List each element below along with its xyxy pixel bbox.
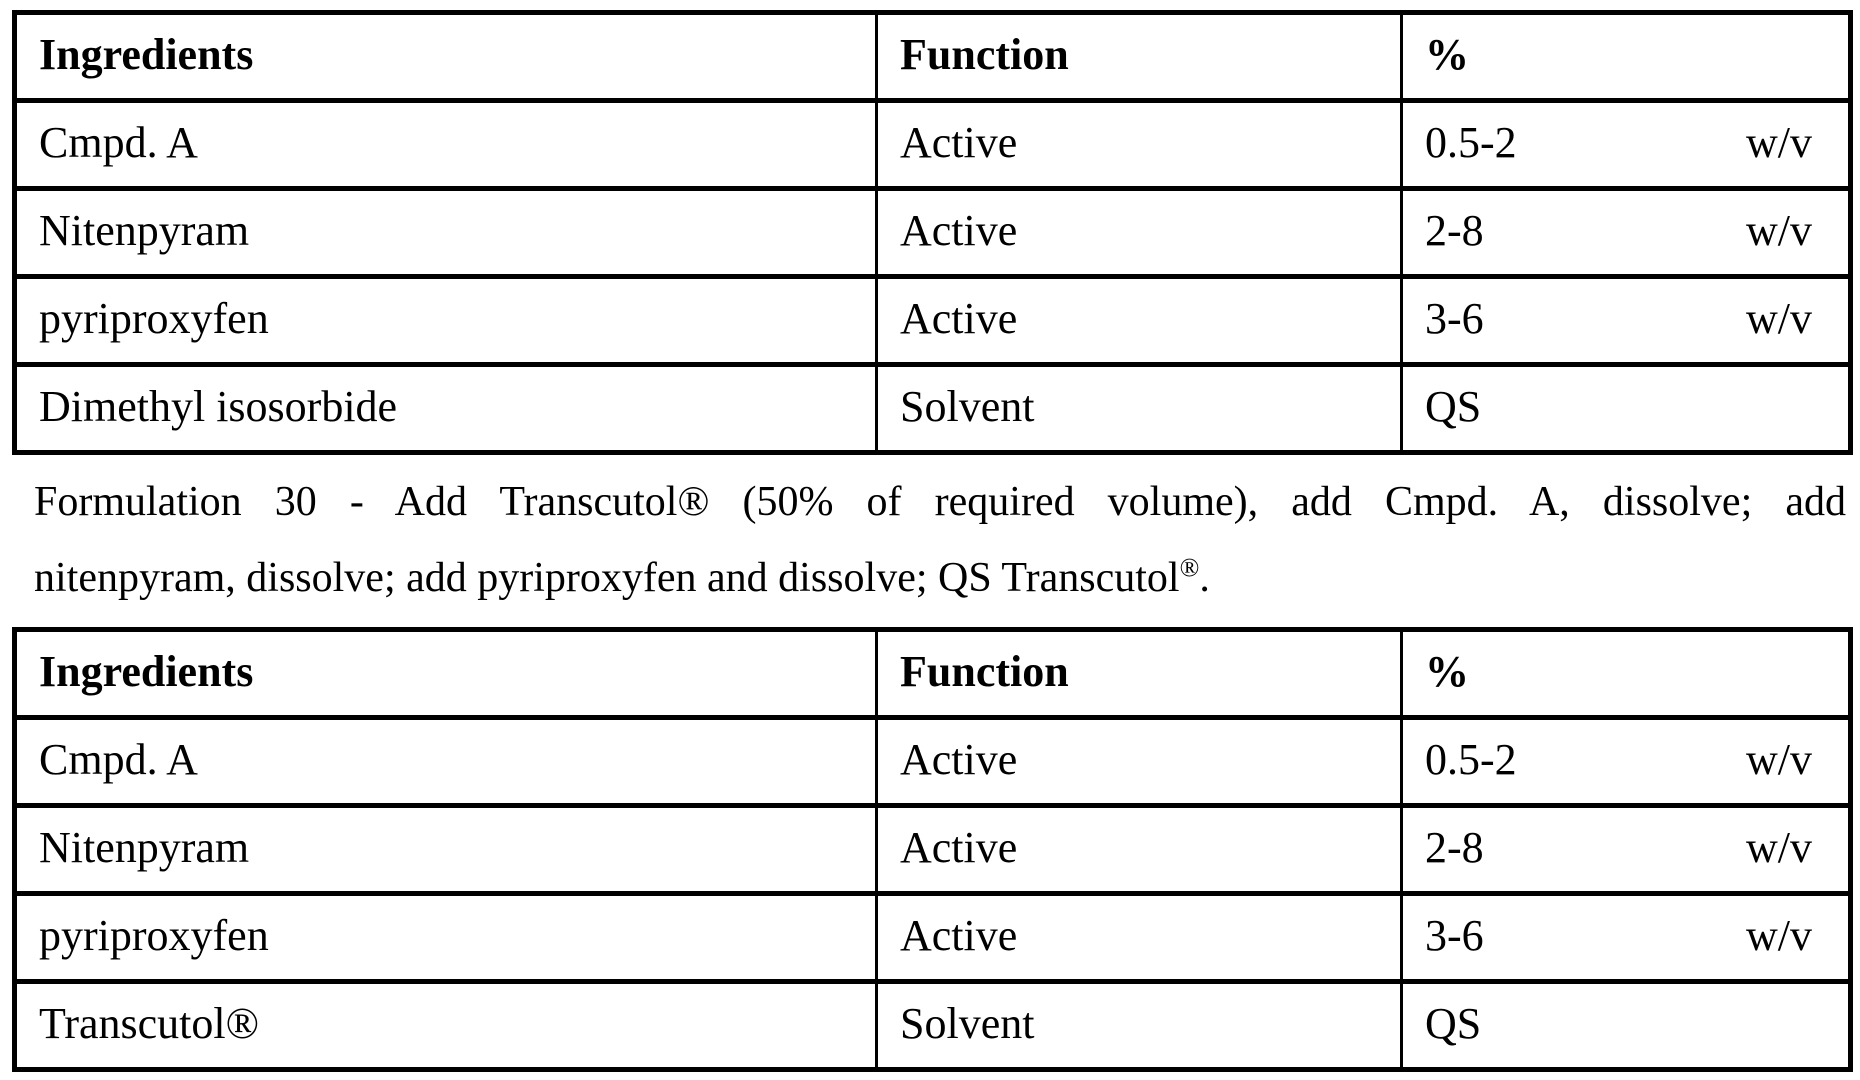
col-header-function: Function <box>877 630 1402 718</box>
amount-unit: w/v <box>1746 118 1812 167</box>
table-row <box>15 101 1851 189</box>
table-row <box>15 189 1851 277</box>
procedure-note-line1: Formulation 30 - Add Transcutol® (50% of required volume), add Cmpd. A, dissolve; add <box>34 479 1846 525</box>
amount-value: 3-6 <box>1425 911 1484 960</box>
amount-cell <box>1402 101 1851 189</box>
procedure-note <box>34 471 1846 623</box>
ingredient-cell: Cmpd. A <box>15 718 877 806</box>
function-cell: Solvent <box>877 982 1402 1070</box>
amount-cell <box>1402 277 1851 365</box>
col-header-percent: % <box>1402 13 1851 101</box>
amount-unit: w/v <box>1746 823 1812 872</box>
amount-value: 0.5-2 <box>1425 735 1517 784</box>
procedure-note-line2-text: nitenpyram, dissolve; add pyriproxyfen and dissolve; QS Transcutol <box>34 555 1180 601</box>
table-row <box>15 718 1851 806</box>
function-cell: Active <box>877 189 1402 277</box>
amount-cell <box>1402 718 1851 806</box>
amount-cell <box>1402 365 1851 453</box>
ingredient-cell: Nitenpyram <box>15 806 877 894</box>
amount-cell <box>1402 894 1851 982</box>
col-header-ingredients: Ingredients <box>15 630 877 718</box>
function-cell: Solvent <box>877 365 1402 453</box>
function-cell: Active <box>877 718 1402 806</box>
table-row <box>15 982 1851 1070</box>
table-row <box>15 806 1851 894</box>
amount-value: 2-8 <box>1425 206 1484 255</box>
amount-cell <box>1402 189 1851 277</box>
procedure-note-line2 <box>34 547 1846 623</box>
ingredient-cell: Transcutol® <box>15 982 877 1070</box>
procedure-note-line2-period: . <box>1199 555 1210 601</box>
ingredient-cell: pyriproxyfen <box>15 277 877 365</box>
function-cell: Active <box>877 101 1402 189</box>
registered-trademark-symbol: ® <box>1179 553 1200 582</box>
amount-unit: w/v <box>1746 911 1812 960</box>
table-row <box>15 365 1851 453</box>
col-header-percent: % <box>1402 630 1851 718</box>
function-cell: Active <box>877 277 1402 365</box>
amount-value: 2-8 <box>1425 823 1484 872</box>
ingredient-cell: pyriproxyfen <box>15 894 877 982</box>
function-cell: Active <box>877 894 1402 982</box>
table-header-row <box>15 13 1851 101</box>
amount-unit: w/v <box>1746 294 1812 343</box>
col-header-function: Function <box>877 13 1402 101</box>
table-row <box>15 277 1851 365</box>
amount-unit: w/v <box>1746 735 1812 784</box>
formulation-table-top <box>12 10 1853 455</box>
function-cell: Active <box>877 806 1402 894</box>
amount-value: QS <box>1425 999 1482 1048</box>
table-header-row <box>15 630 1851 718</box>
col-header-ingredients: Ingredients <box>15 13 877 101</box>
table-row <box>15 894 1851 982</box>
ingredient-cell: Cmpd. A <box>15 101 877 189</box>
amount-unit: w/v <box>1746 206 1812 255</box>
ingredient-cell: Nitenpyram <box>15 189 877 277</box>
amount-value: 3-6 <box>1425 294 1484 343</box>
amount-cell <box>1402 806 1851 894</box>
amount-value: QS <box>1425 382 1482 431</box>
ingredient-cell: Dimethyl isosorbide <box>15 365 877 453</box>
amount-cell <box>1402 982 1851 1070</box>
formulation-table-bottom <box>12 627 1853 1072</box>
amount-value: 0.5-2 <box>1425 118 1517 167</box>
